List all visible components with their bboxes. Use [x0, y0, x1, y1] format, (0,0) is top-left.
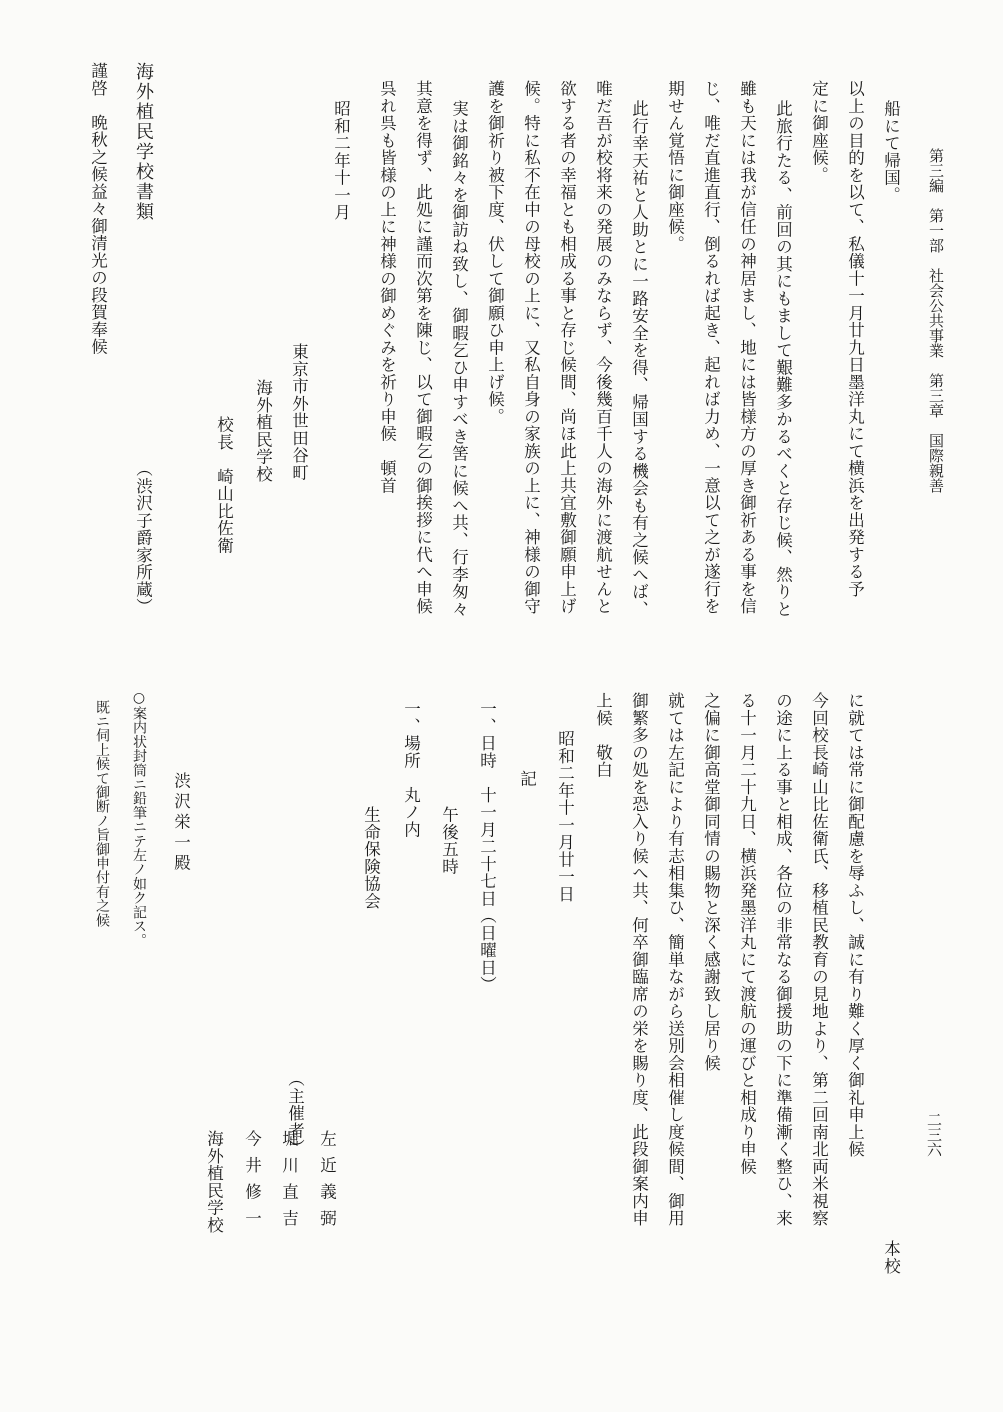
top-col-13: 実は御銘々を御訪ね致し、御暇乞ひ申すべき筈に候へ共、行李匆々 — [449, 100, 469, 618]
top-col-14: 其意を得ず、此処に謹而次第を陳じ、以て御暇乞の御挨拶に代へ申候 — [413, 80, 433, 615]
honko-label: 本校 — [881, 1240, 901, 1275]
envelope-note-2: 既ニ伺上候て御断ノ旨御申付有之候 — [94, 700, 110, 928]
top-col-8: 此行幸天祐と人助とに一路安全を得、帰国する機会も有之候へば、 — [629, 100, 649, 618]
top-col-9: 唯だ吾が校将来の発展のみならず、今後幾百千人の海外に渡航せんと — [593, 80, 613, 615]
bottom-col-4: る十一月二十九日、横浜発墨洋丸にて渡航の運びと相成り申候 — [737, 692, 757, 1175]
addressee: 渋沢栄一殿 — [171, 772, 191, 875]
bottom-col-2: 今回校長崎山比佐衛氏、移植民教育の見地より、第二回南北両米視察 — [809, 692, 829, 1227]
ki-label: 記 — [517, 770, 537, 788]
running-head: 第三編 第一部 社会公共事業 第三章 国際親善 — [927, 148, 945, 493]
page-number: 二三六 — [925, 1112, 943, 1157]
bottom-col-8: 上候 敬白 — [593, 692, 613, 779]
organizer-3: 今井修一 — [242, 1130, 262, 1236]
event-place: 一、場所 丸ノ内 — [401, 700, 421, 838]
organizer-1: 左近義弼 — [317, 1130, 337, 1236]
bottom-col-5: 之偏に御高堂御同情の賜物と深く感謝致し居り候 — [701, 692, 721, 1072]
event-place-sub: 生命保険協会 — [361, 806, 381, 910]
top-col-7: 期せん覚悟に御座候。 — [665, 80, 685, 253]
top-col-11: 候。特に私不在中の母校の上に、又私自身の家族の上に、神様の御守 — [521, 80, 541, 615]
bottom-col-6: 就ては左記により有志相集ひ、簡単ながら送別会相催し度候間、御用 — [665, 692, 685, 1227]
event-time-sub: 午後五時 — [439, 806, 459, 875]
top-col-10: 欲する者の幸福とも相成る事と存じ候間、尚ほ此上共宜敷御願申上げ — [557, 80, 577, 615]
bottom-col-7: 御繁多の処を恐入り候へ共、何卒御臨席の栄を賜り度、此段御案内申 — [629, 692, 649, 1227]
organizer-4: 海外植民学校 — [204, 1130, 224, 1234]
source-note: （渋沢子爵家所蔵） — [133, 460, 153, 616]
top-col-6: じ、唯だ直進直行、倒るれば起き、起れば力め、一意以て之が遂行を — [701, 80, 721, 615]
top-col-4: 此旅行たる、前回の其にもまして艱難多かるべくと存じ候、然りと — [773, 100, 793, 618]
top-col-3: 定に御座候。 — [809, 80, 829, 184]
organizer-2: 堀川直吉 — [279, 1130, 299, 1236]
section-title: 海外植民学校書類 — [133, 62, 154, 222]
top-col-1: 船にて帰国。 — [881, 100, 901, 204]
signature-address: 東京市外世田谷町 — [289, 343, 309, 481]
top-col-2: 以上の目的を以て、私儀十一月廿九日墨洋丸にて横浜を出発する予 — [845, 80, 865, 598]
top-col-15: 呉れ呉も皆様の上に神様の御めぐみを祈り申候 頓首 — [377, 80, 397, 494]
top-col-5: 雖も天には我が信任の神居まし、地には皆様方の厚き御祈ある事を信 — [737, 80, 757, 615]
event-time: 一、日時 十一月二十七日（日曜日） — [477, 700, 497, 994]
letter-date: 昭和二年十一月 — [331, 100, 351, 221]
opening-greeting: 謹啓 晩秋之候益々御清光の段賀奉候 — [88, 62, 108, 356]
bottom-col-1: に就ては常に御配慮を辱ふし、誠に有り難く厚く御礼申上候 — [845, 692, 865, 1158]
invitation-date: 昭和二年十一月廿一日 — [555, 730, 575, 903]
signature-school: 海外植民学校 — [253, 379, 273, 483]
bottom-col-3: の途に上る事と相成、各位の非常なる御援助の下に準備漸く整ひ、来 — [773, 692, 793, 1227]
organizers-label: （主催者） — [285, 1070, 305, 1157]
envelope-note-1: ○案内状封筒ニ鉛筆ニテ左ノ如ク記ス。 — [131, 690, 147, 948]
top-col-12: 護を御祈り被下度、伏して御願ひ申上げ候。 — [485, 80, 505, 425]
signature-principal: 校長 崎山比佐衛 — [214, 416, 234, 554]
